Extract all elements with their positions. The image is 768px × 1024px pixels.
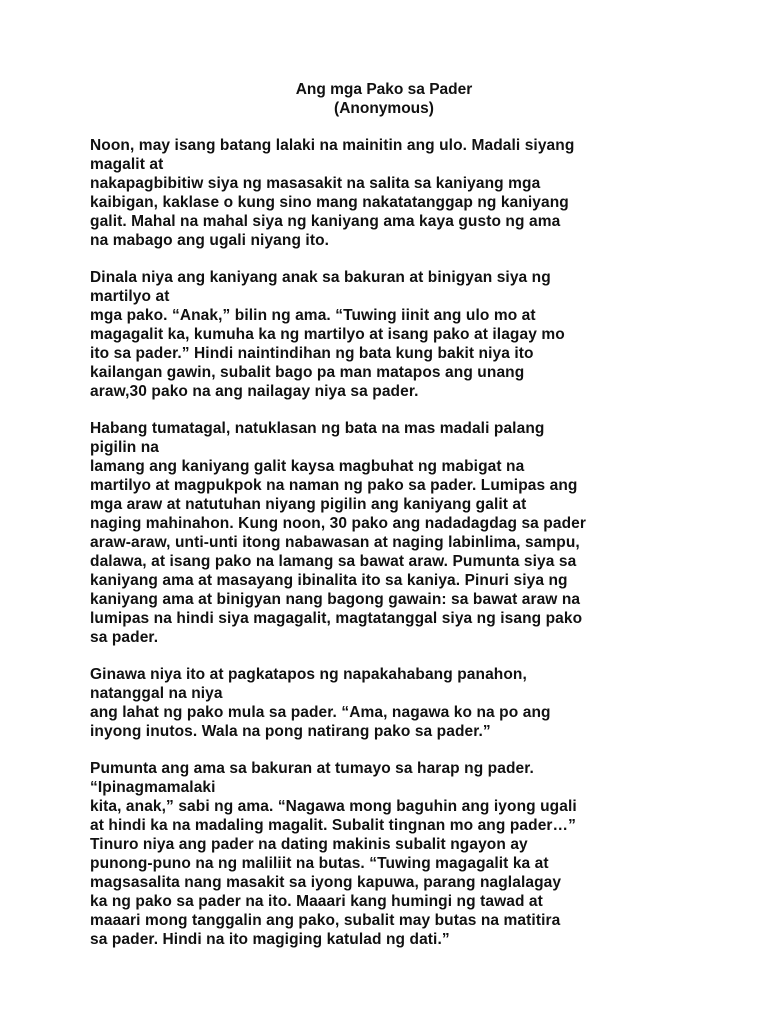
paragraph-2	[90, 268, 730, 401]
text-line: araw-araw, unti-unti itong nabawasan at naging labinlima, sampu,	[90, 534, 580, 551]
text-line: at hindi ka na madaling magalit. Subalit tingnan mo ang pader…”	[90, 817, 576, 834]
text-line: Dinala niya ang kaniyang anak sa bakuran at binigyan siya ng	[90, 269, 551, 286]
text-line: magalit at	[90, 156, 164, 173]
text-line: sa pader. Hindi na ito magiging katulad ng dati.”	[90, 931, 450, 948]
text-line: nakapagbibitiw siya ng masasakit na salita sa kaniyang mga	[90, 175, 541, 192]
text-line: punong-puno na ng maliliit na butas. “Tuwing magagalit ka at	[90, 855, 549, 872]
text-line: lamang ang kaniyang galit kaysa magbuhat ng mabigat na	[90, 458, 525, 475]
text-line: sa pader.	[90, 629, 159, 646]
text-line: lumipas na hindi siya magagalit, magtatanggal siya ng isang pako	[90, 610, 583, 627]
text-line: naging mahinahon. Kung noon, 30 pako ang nadadagdag sa pader	[90, 515, 587, 532]
text-line: Pumunta ang ama sa bakuran at tumayo sa harap ng pader.	[90, 760, 534, 777]
text-line: magagalit ka, kumuha ka ng martilyo at isang pako at ilagay mo	[90, 326, 565, 343]
text-line: martilyo at	[90, 288, 170, 305]
paragraph-5	[90, 759, 730, 949]
text-line: “Ipinagmamalaki	[90, 779, 216, 796]
text-line: ka ng pako sa pader na ito. Maaari kang humingi ng tawad at	[90, 893, 543, 910]
text-line: magsasalita nang masakit sa iyong kapuwa, parang naglalagay	[90, 874, 562, 891]
text-line: ang lahat ng pako mula sa pader. “Ama, nagawa ko na po ang	[90, 704, 551, 721]
text-line: Ginawa niya ito at pagkatapos ng napakahabang panahon,	[90, 666, 527, 683]
text-line: kita, anak,” sabi ng ama. “Nagawa mong baguhin ang iyong ugali	[90, 798, 577, 815]
document-subtitle: (Anonymous)	[334, 100, 434, 117]
text-line: ito sa pader.” Hindi naintindihan ng bata kung bakit niya ito	[90, 345, 534, 362]
document-body	[90, 136, 730, 967]
paragraph-1	[90, 136, 730, 250]
text-line: kaniyang ama at masayang ibinalita ito sa kaniya. Pinuri siya ng	[90, 572, 568, 589]
text-line: mga araw at natutuhan niyang pigilin ang kaniyang galit at	[90, 496, 527, 513]
text-line: martilyo at magpukpok na naman ng pako sa pader. Lumipas ang	[90, 477, 578, 494]
text-line: Habang tumatagal, natuklasan ng bata na mas madali palang	[90, 420, 545, 437]
text-line: Noon, may isang batang lalaki na mainitin ang ulo. Madali siyang	[90, 137, 575, 154]
text-line: na mabago ang ugali niyang ito.	[90, 232, 330, 249]
text-line: kaibigan, kaklase o kung sino mang nakatatanggap ng kaniyang	[90, 194, 569, 211]
paragraph-3	[90, 419, 730, 647]
text-line: araw,30 pako na ang nailagay niya sa pader.	[90, 383, 419, 400]
text-line: galit. Mahal na mahal siya ng kaniyang ama kaya gusto ng ama	[90, 213, 561, 230]
text-line: dalawa, at isang pako na lamang sa bawat araw. Pumunta siya sa	[90, 553, 577, 570]
text-line: mga pako. “Anak,” bilin ng ama. “Tuwing iinit ang ulo mo at	[90, 307, 536, 324]
text-line: Tinuro niya ang pader na dating makinis subalit ngayon ay	[90, 836, 528, 853]
text-line: kaniyang ama at binigyan nang bagong gawain: sa bawat araw na	[90, 591, 581, 608]
document-title: Ang mga Pako sa Pader	[295, 81, 473, 98]
text-line: pigilin na	[90, 439, 160, 456]
text-line: maaari mong tanggalin ang pako, subalit may butas na matitira	[90, 912, 561, 929]
text-line: kailangan gawin, subalit bago pa man matapos ang unang	[90, 364, 525, 381]
paragraph-4	[90, 665, 730, 741]
text-line: natanggal na niya	[90, 685, 223, 702]
text-line: inyong inutos. Wala na pong natirang pako sa pader.”	[90, 723, 491, 740]
